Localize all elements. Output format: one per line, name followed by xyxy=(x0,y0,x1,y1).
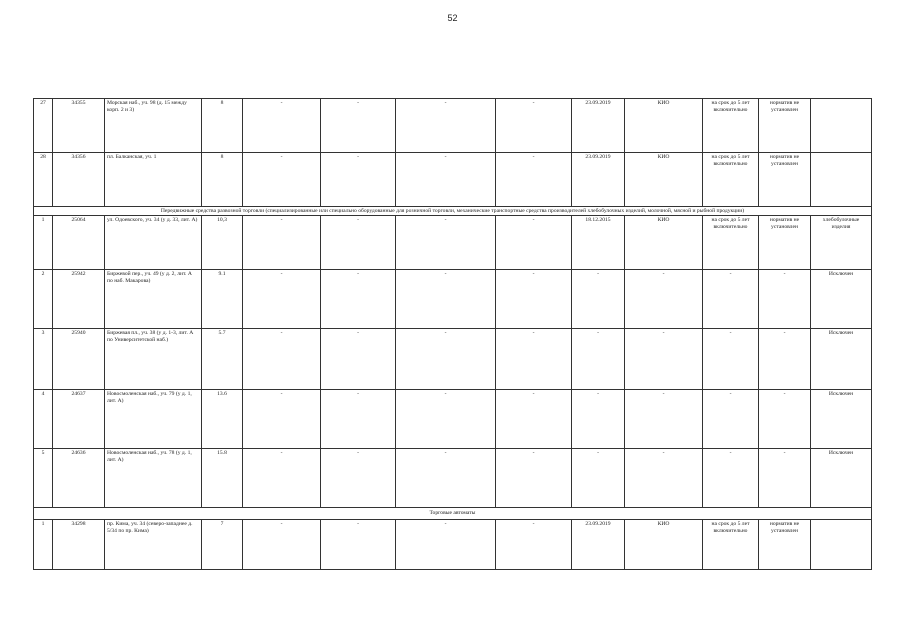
row-date: - xyxy=(572,390,625,449)
row-date: 23.09.2019 xyxy=(572,153,625,207)
row-term: на срок до 5 лет включительно xyxy=(703,99,759,153)
row-area: 7 xyxy=(202,520,243,570)
row-note: хлебобулочные изделия xyxy=(811,216,872,270)
section-mobile-title: Передвижные средства развозной торговли (специализированные или специально оборудованные для розничной торговли, механические транспортные средства производителей хлебобулочных изделий, молочной, мясной и рыбной продукции) xyxy=(34,207,872,216)
row-area: 10,3 xyxy=(202,216,243,270)
table-row xyxy=(34,99,872,153)
row-note xyxy=(811,520,872,570)
row-col7: - xyxy=(396,216,496,270)
row-col8: - xyxy=(496,390,572,449)
row-address: Морская наб., уч. 98 (д. 15 между корп. 2 и 3) xyxy=(105,99,202,153)
row-address: Новосмоленская наб., уч. 78 (у д. 1, лит. А) xyxy=(105,449,202,508)
row-col8: - xyxy=(496,99,572,153)
row-norm: норматив не установлен xyxy=(759,153,811,207)
row-address: пл. Балканская, уч. 1 xyxy=(105,153,202,207)
row-code: 25942 xyxy=(53,270,105,329)
row-code: 25064 xyxy=(53,216,105,270)
table-row xyxy=(34,153,872,207)
row-norm: - xyxy=(759,329,811,390)
row-date: 18.12.2015 xyxy=(572,216,625,270)
table-row xyxy=(34,329,872,390)
row-col8: - xyxy=(496,153,572,207)
row-col7: - xyxy=(396,270,496,329)
row-number: 27 xyxy=(34,99,53,153)
row-term: на срок до 5 лет включительно xyxy=(703,153,759,207)
row-org: КИО xyxy=(625,216,703,270)
row-date: 23.09.2019 xyxy=(572,520,625,570)
row-norm: - xyxy=(759,270,811,329)
row-term: - xyxy=(703,270,759,329)
row-col8: - xyxy=(496,449,572,508)
row-term: на срок до 5 лет включительно xyxy=(703,216,759,270)
row-note: Исключен xyxy=(811,449,872,508)
row-norm: - xyxy=(759,390,811,449)
page-number: 52 xyxy=(447,13,458,23)
row-col5: - xyxy=(243,329,321,390)
row-code: 24637 xyxy=(53,390,105,449)
placement-table xyxy=(33,98,872,570)
row-col7: - xyxy=(396,520,496,570)
row-org: - xyxy=(625,329,703,390)
table-row xyxy=(34,520,872,570)
table-row xyxy=(34,216,872,270)
row-code: 34355 xyxy=(53,99,105,153)
row-number: 1 xyxy=(34,520,53,570)
row-note xyxy=(811,99,872,153)
row-col8: - xyxy=(496,216,572,270)
row-norm: норматив не установлен xyxy=(759,216,811,270)
row-col8: - xyxy=(496,520,572,570)
row-number: 4 xyxy=(34,390,53,449)
row-address: Новосмоленская наб., уч. 79 (у д. 1, лит. А) xyxy=(105,390,202,449)
row-area: 9.1 xyxy=(202,270,243,329)
row-norm: норматив не установлен xyxy=(759,99,811,153)
row-address: Биржевой пер., уч. 49 (у д. 2, лит. А по наб. Макарова) xyxy=(105,270,202,329)
row-term: - xyxy=(703,329,759,390)
row-norm: норматив не установлен xyxy=(759,520,811,570)
row-number: 2 xyxy=(34,270,53,329)
row-term: - xyxy=(703,449,759,508)
row-note: Исключен xyxy=(811,270,872,329)
row-code: 25940 xyxy=(53,329,105,390)
row-org: - xyxy=(625,270,703,329)
row-number: 28 xyxy=(34,153,53,207)
row-col7: - xyxy=(396,390,496,449)
row-address: пр. Кима, уч. 34 (северо-западнее д. 5/34 по пр. Кима) xyxy=(105,520,202,570)
row-col5: - xyxy=(243,99,321,153)
row-area: 5.7 xyxy=(202,329,243,390)
row-col5: - xyxy=(243,520,321,570)
row-col8: - xyxy=(496,270,572,329)
row-note: Исключен xyxy=(811,329,872,390)
table-row xyxy=(34,390,872,449)
row-org: КИО xyxy=(625,520,703,570)
row-col6: - xyxy=(321,329,396,390)
row-norm: - xyxy=(759,449,811,508)
row-col5: - xyxy=(243,390,321,449)
row-org: КИО xyxy=(625,99,703,153)
row-address: Биржевая пл., уч. 38 (у д. 1-3, лит. А по Университетской наб.) xyxy=(105,329,202,390)
row-date: - xyxy=(572,329,625,390)
row-col5: - xyxy=(243,153,321,207)
row-number: 1 xyxy=(34,216,53,270)
row-date: - xyxy=(572,270,625,329)
row-code: 34298 xyxy=(53,520,105,570)
row-col6: - xyxy=(321,153,396,207)
row-col6: - xyxy=(321,216,396,270)
row-area: 15.8 xyxy=(202,449,243,508)
row-col7: - xyxy=(396,99,496,153)
row-col8: - xyxy=(496,329,572,390)
row-org: - xyxy=(625,449,703,508)
row-number: 3 xyxy=(34,329,53,390)
row-col6: - xyxy=(321,449,396,508)
row-date: 23.09.2019 xyxy=(572,99,625,153)
row-date: - xyxy=(572,449,625,508)
row-term: - xyxy=(703,390,759,449)
section-header-row xyxy=(34,207,872,216)
row-col7: - xyxy=(396,329,496,390)
row-note: Исключен xyxy=(811,390,872,449)
table-row xyxy=(34,449,872,508)
section-vending-title: Торговые автоматы xyxy=(34,508,872,520)
row-col6: - xyxy=(321,99,396,153)
table-row xyxy=(34,270,872,329)
row-col5: - xyxy=(243,216,321,270)
row-col6: - xyxy=(321,390,396,449)
row-col5: - xyxy=(243,449,321,508)
row-area: 8 xyxy=(202,153,243,207)
row-org: КИО xyxy=(625,153,703,207)
row-col5: - xyxy=(243,270,321,329)
row-col6: - xyxy=(321,520,396,570)
row-code: 34356 xyxy=(53,153,105,207)
row-col7: - xyxy=(396,449,496,508)
section-header-row xyxy=(34,508,872,520)
row-number: 5 xyxy=(34,449,53,508)
row-term: на срок до 5 лет включительно xyxy=(703,520,759,570)
row-area: 13.6 xyxy=(202,390,243,449)
row-code: 24636 xyxy=(53,449,105,508)
row-col6: - xyxy=(321,270,396,329)
row-col7: - xyxy=(396,153,496,207)
row-address: ул. Одоевского, уч. 34 (у д. 33, лит. А) xyxy=(105,216,202,270)
row-org: - xyxy=(625,390,703,449)
row-note xyxy=(811,153,872,207)
row-area: 8 xyxy=(202,99,243,153)
